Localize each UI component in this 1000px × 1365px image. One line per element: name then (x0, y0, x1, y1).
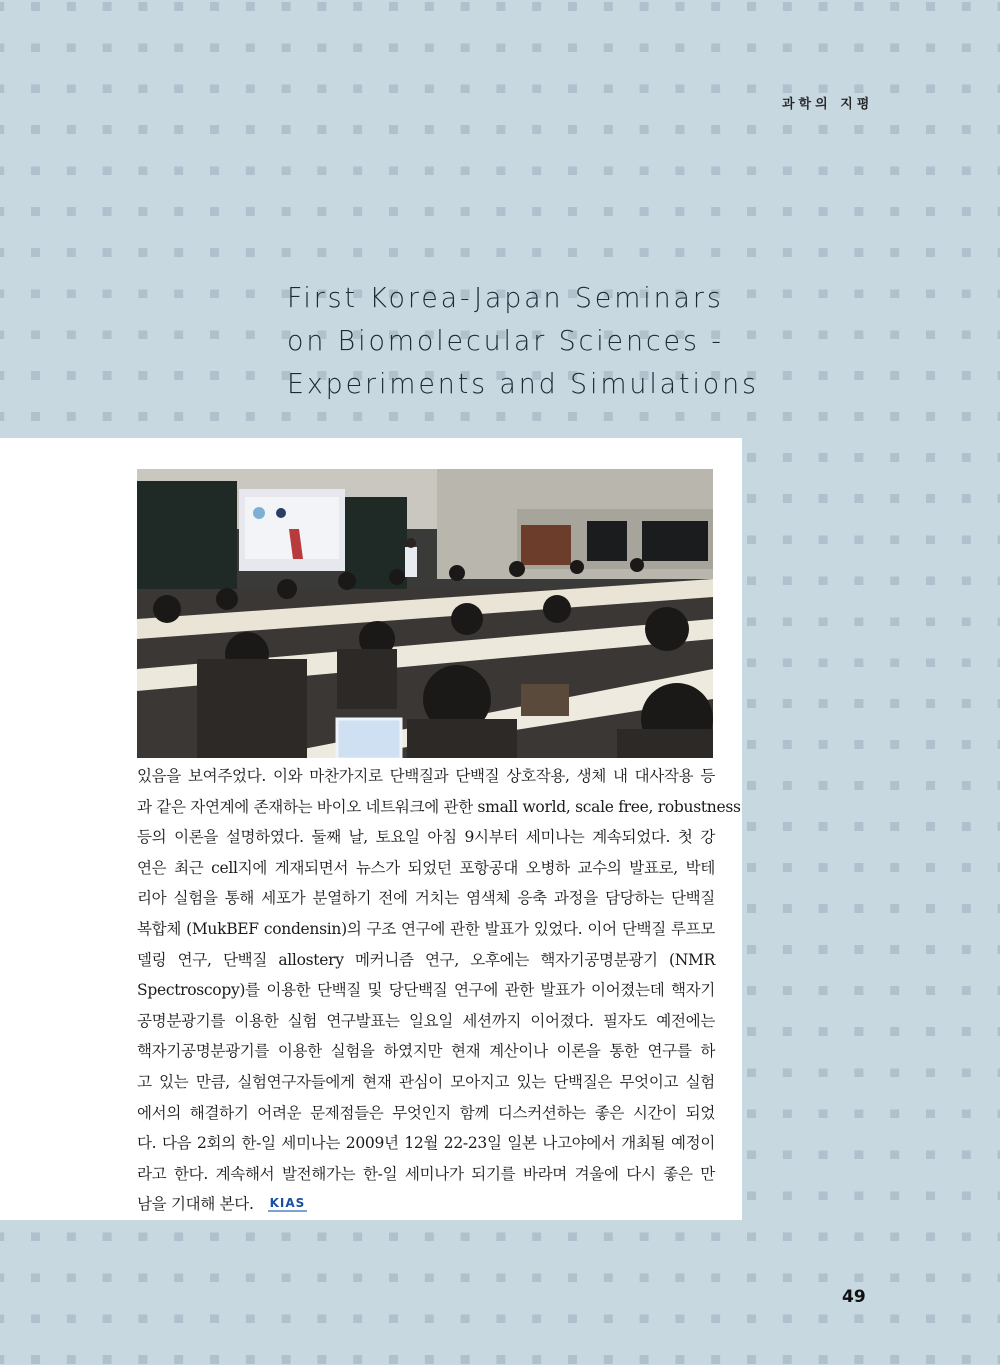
body-line: 다. 다음 2회의 한-일 세미나는 2009년 12월 22-23일 일본 나고야에서 개최될 예정이 (137, 1134, 715, 1153)
body-line: 델링 연구, 단백질 allostery 메커니즘 연구, 오후에는 핵자기공명분광기 (NMR (137, 950, 715, 969)
body-line: 복합체 (MukBEF condensin)의 구조 연구에 관한 발표가 있었다. 이어 단백질 루프모 (137, 919, 715, 938)
kias-logo-icon: KIAS (269, 1196, 306, 1211)
body-line: 라고 한다. 계속해서 발전해가는 한-일 세미나가 되기를 바라며 겨울에 다시 좋은 만 (137, 1164, 715, 1183)
title-line: on Biomolecular Sciences - (287, 324, 724, 357)
article-title (287, 276, 779, 405)
body-line: 공명분광기를 이용한 실험 연구발표는 일요일 세션까지 이어졌다. 필자도 예전에는 (137, 1011, 715, 1030)
body-line: 핵자기공명분광기를 이용한 실험을 하였지만 현재 계산이나 이론을 통한 연구를 하 (137, 1042, 715, 1061)
body-line: 연은 최근 cell지에 게재되면서 뉴스가 되었던 포항공대 오병하 교수의 발표로, 박테 (137, 858, 715, 877)
page-number: 49 (842, 1287, 866, 1307)
body-line: 과 같은 자연계에 존재하는 바이오 네트워크에 관한 small world, scale free, robustness (137, 797, 741, 816)
body-line: Spectroscopy)를 이용한 단백질 및 당단백질 연구에 관한 발표가 이어졌는데 핵자기 (137, 981, 715, 1000)
body-line: 등의 이론을 설명하였다. 둘째 날, 토요일 아침 9시부터 세미나는 계속되었다. 첫 강 (137, 828, 715, 847)
article-body (137, 761, 741, 1220)
body-line: 리아 실험을 통해 세포가 분열하기 전에 거치는 염색체 응축 과정을 담당하는 단백질 (137, 889, 715, 908)
body-line: 있음을 보여주었다. 이와 마찬가지로 단백질과 단백질 상호작용, 생체 내 대사작용 등 (137, 767, 715, 785)
body-line: 남을 기대해 본다. (137, 1195, 254, 1214)
body-line: 고 있는 만큼, 실험연구자들에게 현재 관심이 모아지고 있는 단백질은 무엇이고 실험 (137, 1072, 715, 1091)
seminar-photo (137, 469, 713, 758)
title-line: First Korea-Japan Seminars (287, 281, 724, 314)
section-label: 과학의 지평 (782, 97, 874, 112)
body-line: 에서의 해결하기 어려운 문제점들은 무엇인지 함께 디스커션하는 좋은 시간이 되었 (137, 1103, 715, 1122)
title-line: Experiments and Simulations (287, 367, 759, 400)
body-line-last (137, 1189, 715, 1220)
